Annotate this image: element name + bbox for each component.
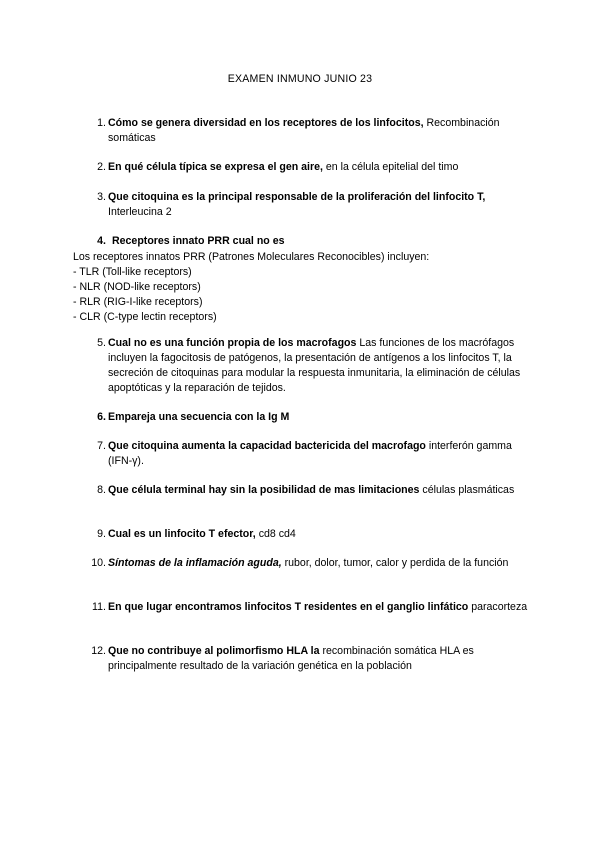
answer-text: rubor, dolor, tumor, calor y perdida de la función [281,557,509,569]
question-4 [97,234,532,249]
question-text: Cual no es una función propia de los macrofagos [108,337,357,349]
answer-text: paracorteza [468,601,528,613]
question-3 [97,190,528,220]
prr-item: - CLR (C-type lectin receptors) [73,311,217,323]
question-12 [91,644,528,674]
question-11 [92,600,528,615]
answer-text: recombinación somática HLA es principalmente resultado de la variación genética en la población [108,645,474,672]
question-9 [97,527,528,542]
question-5 [97,336,528,396]
answer-text: cd8 cd4 [255,528,296,540]
question-text: Que citoquina aumenta la capacidad bactericida del macrofago [108,440,426,452]
question-number: 8. [97,484,106,496]
question-text: Receptores innato PRR cual no es [112,235,285,247]
question-number: 4. [97,235,106,247]
prr-item: - NLR (NOD-like receptors) [73,281,201,293]
answer-text: Las funciones de los macrófagos incluyen la fagocitosis de patógenos, la presentación de antígenos a los linfocitos T, la secreción de citoquinas para modular la respuesta inmunitaria, la eliminación de células apoptóticas y la reparación de tejidos. [108,337,521,394]
question-text: Síntomas de la inflamación aguda, [108,557,282,569]
answer-text: células plasmáticas [419,484,515,496]
question-text: Que no contribuye al polimorfismo HLA la [108,645,320,657]
prr-intro: Los receptores innatos PRR (Patrones Moleculares Reconocibles) incluyen: [73,251,430,263]
question-1 [97,116,528,146]
question-number: 5. [97,337,106,349]
question-8 [97,483,528,498]
question-number: 11. [92,601,106,613]
question-6 [97,410,528,425]
prr-item: - RLR (RIG-I-like receptors) [73,296,203,308]
answer-text: Interleucina 2 [108,206,172,218]
question-number: 6. [97,411,106,423]
question-text: Empareja una secuencia con la Ig M [108,411,290,423]
question-number: 9. [97,528,106,540]
answer-text: en la célula epitelial del timo [322,161,459,173]
question-number: 7. [97,440,106,452]
question-number: 1. [97,117,106,129]
question-number: 10. [91,557,106,569]
answer-text: interferón gamma (IFN-γ). [108,440,512,467]
question-text: Que citoquina es la principal responsable de la proliferación del linfocito T, [108,191,486,203]
question-number: 2. [97,161,106,173]
question-10 [91,556,528,571]
prr-answer-block [73,250,533,325]
question-7 [97,439,528,469]
question-2 [97,160,528,175]
question-text: Que célula terminal hay sin la posibilidad de mas limitaciones [108,484,420,496]
question-number: 3. [97,191,106,203]
question-text: En que lugar encontramos linfocitos T residentes en el ganglio linfático [108,601,469,613]
question-text: Cual es un linfocito T efector, [108,528,256,540]
answer-text: Recombinación somáticas [108,117,500,144]
question-number: 12. [91,645,106,657]
question-text: En qué célula típica se expresa el gen aire, [108,161,323,173]
prr-item: - TLR (Toll-like receptors) [73,266,192,278]
question-text: Cómo se genera diversidad en los receptores de los linfocitos, [108,117,424,129]
document-title: EXAMEN INMUNO JUNIO 23 [227,73,373,85]
